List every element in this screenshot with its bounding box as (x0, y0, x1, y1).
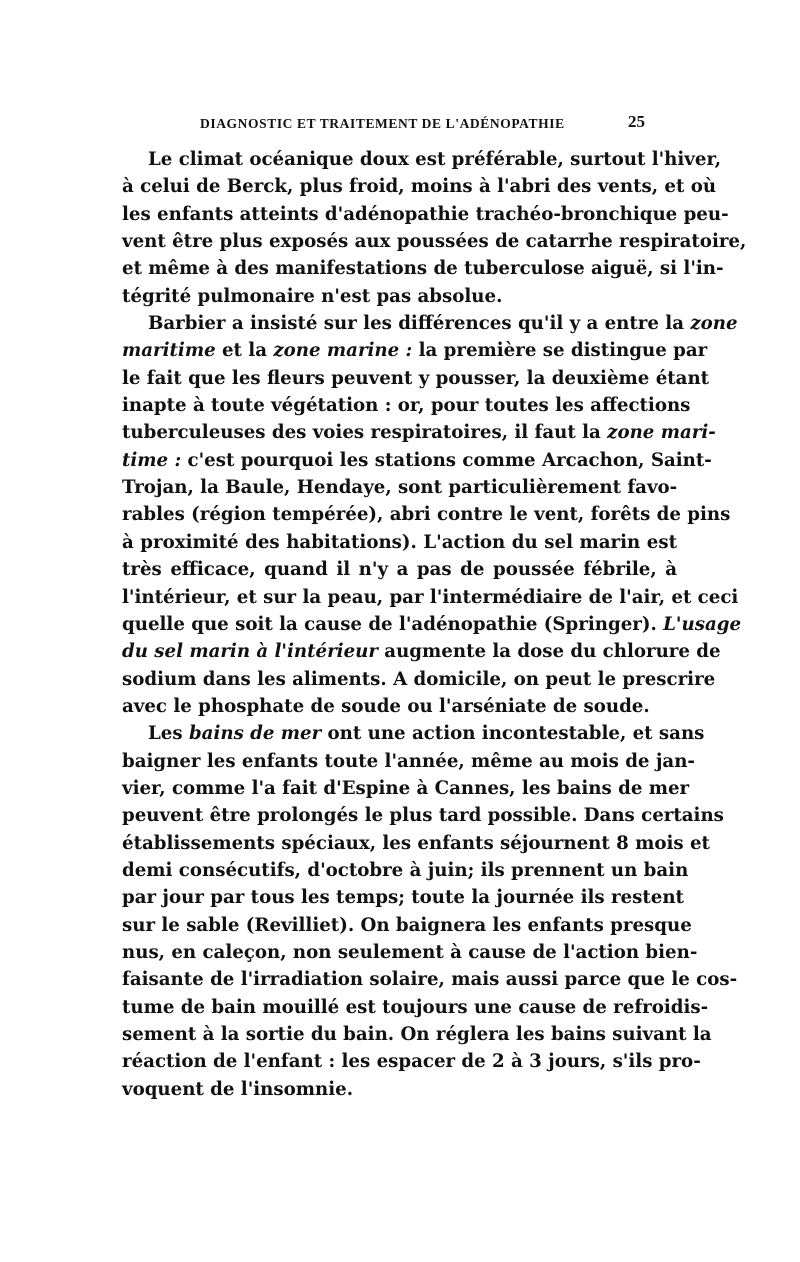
text-line (122, 529, 677, 556)
text-line (122, 310, 738, 337)
text-segment: très efficace, quand il n'y a pas de poussée fébrile, à (122, 559, 677, 581)
text-line (122, 884, 684, 911)
text-segment: à proximité des habitations). L'action du sel marin est (122, 531, 677, 553)
text-segment: par jour par tous les temps; toute la journée ils restent (122, 887, 684, 909)
text-line (122, 802, 724, 829)
text-line (122, 939, 698, 966)
text-segment: Le climat océanique doux est préférable, surtout l'hiver, (148, 149, 722, 170)
text-segment: et même à des manifestations de tuberculose aiguë, si l'in- (122, 258, 724, 280)
italic-text: time : (122, 449, 182, 471)
text-segment: réaction de l'enfant : les espacer de 2 à 3 jours, s'ils pro- (122, 1051, 701, 1073)
text-line (122, 611, 742, 638)
text-segment: avec le phosphate de soude ou l'arséniate de soude. (122, 695, 650, 717)
text-segment: tuberculeuses des voies respiratoires, il faut la (122, 422, 608, 444)
text-line (122, 775, 690, 802)
text-line (122, 283, 677, 310)
text-line (122, 228, 747, 255)
text-segment: nus, en caleçon, non seulement à cause de l'action bien- (122, 941, 698, 963)
text-line (122, 693, 677, 720)
text-line (122, 501, 731, 528)
text-segment: le fait que les fleurs peuvent y pousser, la deuxième étant (122, 367, 710, 389)
text-line (122, 447, 712, 474)
text-line (122, 857, 689, 884)
text-segment: baigner les enfants toute l'année, même au mois de jan- (122, 750, 695, 772)
text-segment: inapte à toute végétation : or, pour toutes les affections (122, 395, 691, 417)
text-line (122, 638, 721, 665)
text-line (122, 966, 738, 993)
text-line (122, 1076, 677, 1103)
text-segment: Trojan, la Baule, Hendaye, sont particulièrement favo- (122, 477, 678, 499)
text-segment: faisante de l'irradiation solaire, mais aussi parce que le cos- (122, 969, 738, 991)
italic-text: L'usage (663, 613, 742, 635)
text-line (122, 255, 724, 282)
text-line (122, 337, 708, 364)
text-segment: les enfants atteints d'adénopathie trachéo-bronchique peu- (122, 203, 729, 225)
text-segment: rables (région tempérée), abri contre le vent, forêts de pins (122, 504, 731, 526)
italic-text: bains de mer (188, 723, 322, 745)
text-line (122, 474, 677, 501)
text-segment: sodium dans les aliments. A domicile, on peut le prescrire (122, 668, 716, 690)
italic-text: zone marine : (273, 340, 413, 362)
text-segment: tume de bain mouillé est toujours une cause de refroidis- (122, 996, 709, 1018)
text-segment: vier, comme l'a fait d'Espine à Cannes, les bains de mer (122, 777, 690, 799)
text-segment: vent être plus exposés aux poussées de catarrhe respiratoire, (122, 231, 747, 253)
page-number: 25 (628, 112, 645, 131)
text-segment: c'est pourquoi les stations comme Arcachon, Saint- (181, 449, 712, 471)
text-segment: et la (215, 340, 274, 362)
text-segment: à celui de Berck, plus froid, moins à l'abri des vents, et où (122, 176, 717, 198)
italic-text: du sel marin à l'intérieur (122, 641, 378, 663)
text-segment: tégrité pulmonaire n'est pas absolue. (122, 285, 503, 307)
text-segment: demi consécutifs, d'octobre à juin; ils prennent un bain (122, 859, 689, 881)
text-line (122, 419, 716, 446)
text-line (122, 666, 716, 693)
text-segment: peuvent être prolongés le plus tard possible. Dans certains (122, 805, 724, 827)
text-segment: la première se distingue par (412, 340, 708, 362)
text-segment: ont une action incontestable, et sans (321, 723, 705, 745)
text-segment: sement à la sortie du bain. On réglera les bains suivant la (122, 1024, 712, 1045)
italic-text: zone (690, 313, 738, 335)
text-line (122, 720, 705, 747)
text-segment: établissements spéciaux, les enfants séjournent 8 mois et (122, 832, 710, 854)
text-line (122, 173, 717, 200)
italic-text: maritime (122, 340, 216, 362)
text-line (122, 994, 709, 1021)
running-header: DIAGNOSTIC ET TRAITEMENT DE L'ADÉNOPATHIE (200, 116, 565, 131)
text-line (122, 584, 739, 611)
text-line (122, 201, 729, 228)
text-line (122, 1048, 701, 1075)
text-segment: Les (148, 723, 189, 745)
text-segment: l'intérieur, et sur la peau, par l'intermédiaire de l'air, et ceci (122, 586, 739, 608)
text-segment: Barbier a insisté sur les différences qu'il y a entre la (148, 313, 691, 335)
body-text (122, 146, 747, 1103)
text-line (122, 1021, 712, 1048)
text-line (122, 365, 710, 392)
text-line (122, 146, 722, 173)
text-line (122, 912, 692, 939)
text-line (122, 392, 691, 419)
text-segment: sur le sable (Revilliet). On baignera les enfants presque (122, 914, 692, 936)
text-segment: quelle que soit la cause de l'adénopathie (Springer). (122, 613, 664, 635)
text-segment: voquent de l'insomnie. (122, 1078, 354, 1100)
italic-text: zone mari- (607, 422, 716, 444)
text-line (122, 830, 710, 857)
text-line (122, 556, 677, 583)
text-line (122, 748, 695, 775)
text-segment: augmente la dose du chlorure de (377, 641, 721, 663)
